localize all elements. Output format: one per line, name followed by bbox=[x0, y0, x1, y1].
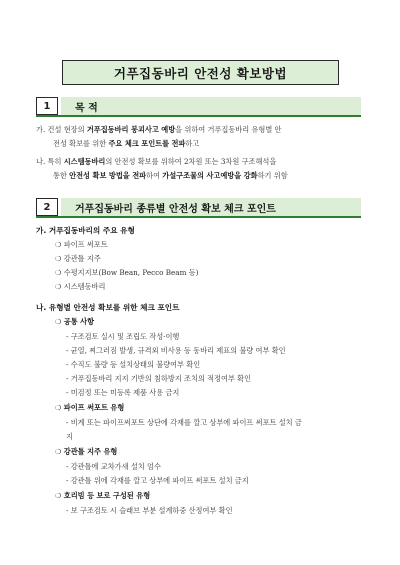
type-item: ❍ 시스템동바리 bbox=[55, 282, 106, 291]
purpose-ga-line2: 전성 확보를 위한 주요 체크 포인트를 전파하고 bbox=[53, 139, 200, 148]
list-item: - 비계 또는 파이프써포트 상단에 각재를 깔고 상부에 파이프 써포트 설치 금 bbox=[66, 418, 302, 427]
section-1-title: 목 적 bbox=[61, 97, 361, 115]
list-item-continued: 지 bbox=[66, 432, 73, 441]
list-item: - 거푸집동바리 지지 기반의 침하방지 조치의 적정여부 확인 bbox=[66, 374, 252, 383]
bullet-icon: ❍ bbox=[55, 268, 62, 277]
list-item: - 미검정 또는 미등록 제품 사용 금지 bbox=[66, 388, 180, 397]
section-1-number: 1 bbox=[36, 97, 58, 115]
bullet-icon: ❍ bbox=[55, 282, 62, 291]
purpose-na-line1: 나. 특히 시스템동바리의 안전성 확보를 위하여 2차원 또는 3차원 구조해석을 bbox=[36, 157, 277, 166]
list-item: - 수직도 불량 등 설치상태의 불량여부 확인 bbox=[66, 360, 201, 369]
list-item: - 균열, 찌그러짐 발생, 규격외 비사용 등 동바리 제표의 불량 여부 확인 bbox=[66, 346, 286, 355]
types-heading: 가. 거푸집동바리의 주요 유형 bbox=[36, 226, 135, 235]
purpose-na-line2: 통한 안전성 확보 방법을 전파하여 가설구조물의 사고예방을 강화하기 위함 bbox=[53, 171, 288, 180]
type-item: ❍ 강관틀 지주 bbox=[55, 254, 101, 263]
document-title-box bbox=[62, 60, 339, 85]
section-1-header bbox=[36, 97, 361, 117]
list-item: - 강관틀에 교차가새 설치 엄수 bbox=[66, 462, 161, 471]
list-item: - 강관틀 위에 각재를 깔고 상부에 파이프 써포트 설치 금지 bbox=[66, 476, 249, 485]
section-2-header bbox=[36, 198, 361, 218]
group-beam-title: ❍ 호리빔 등 보로 구성된 유형 bbox=[55, 491, 151, 500]
bullet-icon: ❍ bbox=[55, 403, 62, 412]
bullet-icon: ❍ bbox=[55, 447, 62, 456]
section-2-number: 2 bbox=[36, 198, 58, 216]
checkpoints-heading: 나. 유형별 안전성 확보를 위한 체크 포인트 bbox=[36, 303, 180, 312]
bullet-icon: ❍ bbox=[55, 317, 62, 326]
group-pipe-title: ❍ 파이프 써포트 유형 bbox=[55, 403, 125, 412]
bullet-icon: ❍ bbox=[55, 491, 62, 500]
document-title: 거푸집동바리 안전성 확보방법 bbox=[113, 65, 288, 81]
list-item: - 보 구조검토 시 슬래브 부분 설계하중 산정여부 확인 bbox=[66, 506, 233, 515]
bullet-icon: ❍ bbox=[55, 240, 62, 249]
section-2-title: 거푸집동바리 종류별 안전성 확보 체크 포인트 bbox=[61, 198, 361, 216]
bullet-icon: ❍ bbox=[55, 254, 62, 263]
type-item: ❍ 수평지지보(Bow Bean, Pecco Beam 등) bbox=[55, 268, 199, 277]
group-frame-title: ❍ 강관틀 지주 유형 bbox=[55, 447, 118, 456]
purpose-ga-line1: 가. 건설 현장의 거푸집동바리 붕괴사고 예방을 위하여 거푸집동바리 유형별 안 bbox=[36, 125, 282, 134]
list-item: - 구조검토 실시 및 조립도 작성·이행 bbox=[66, 332, 180, 341]
group-common-title: ❍ 공통 사항 bbox=[55, 317, 95, 326]
type-item: ❍ 파이프 써포트 bbox=[55, 240, 108, 249]
